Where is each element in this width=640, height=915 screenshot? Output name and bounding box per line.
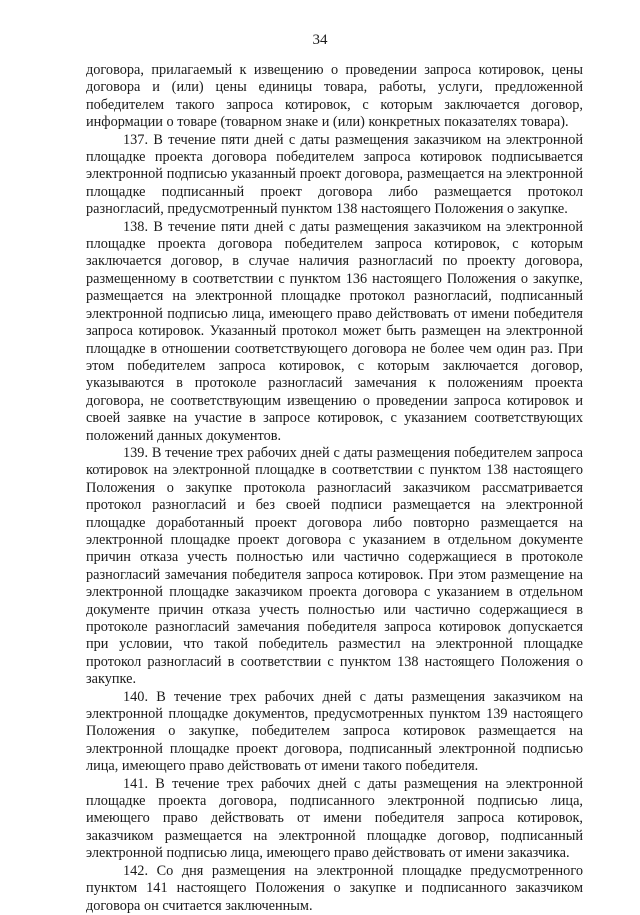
paragraph-137: 137. В течение пяти дней с даты размещения заказчиком на электронной площадке проекта договора победителем запроса котировок подписывается электронной подписью указанный проект договора, размещается на электронной площадке подписанный проект договора либо размещается протокол разногласий, предусмотренный пунктом 138 настоящего Положения о закупке. (86, 131, 583, 218)
page-number: 34 (312, 32, 328, 48)
paragraph-140: 140. В течение трех рабочих дней с даты размещения заказчиком на электронной площадке документов, предусмотренных пунктом 139 настоящего Положения о закупке, победителем запроса котировок размещается на электронной площадке проект договора, подписанный электронной подписью лица, имеющего право действовать от имени такого победителя. (86, 688, 583, 775)
document-body (86, 62, 583, 915)
paragraph-141: 141. В течение трех рабочих дней с даты размещения на электронной площадке проекта договора, подписанного электронной подписью лица, имеющего право действовать от имени победителя запроса котировок, заказчиком размещается на электронной площадке договор, подписанный электронной подписью лица, имеющего право действовать от имени заказчика. (86, 775, 583, 862)
paragraph-continuation: договора, прилагаемый к извещению о проведении запроса котировок, цены договора и (или) цены единицы товара, работы, услуги, предложенной победителем такого запроса котировок, с которым заключается договор, информации о товаре (товарном знаке и (или) конкретных показателях товара). (86, 62, 583, 131)
paragraph-138: 138. В течение пяти дней с даты размещения заказчиком на электронной площадке проекта договора победителем запроса котировок, с которым заключается договор, в случае наличия разногласий по проекту договора, размещенному в соответствии с пунктом 136 настоящего Положения о закупке, размещается на электронной площадке протокол разногласий, подписанный электронной подписью лица, имеющего право действовать от имени победителя запроса котировок. Указанный протокол может быть размещен на электронной площадке в отношении соответствующего договора не более чем один раз. При этом победителем запроса котировок, с которым заключается договор, указываются в протоколе разногласий замечания к положениям проекта договора, не соответствующим извещению о проведении запроса котировок и своей заявке на участие в запросе котировок, с указанием соответствующих положений данных документов. (86, 218, 583, 444)
paragraph-139: 139. В течение трех рабочих дней с даты размещения победителем запроса котировок на электронной площадке в соответствии с пунктом 138 настоящего Положения о закупке протокола разногласий заказчиком рассматривается протокол разногласий и без своей подписи размещается на электронной площадке доработанный проект договора либо повторно размещается на электронной площадке проект договора с указанием в отдельном документе причин отказа учесть полностью или частично содержащиеся в протоколе разногласий замечания победителя запроса котировок. При этом размещение на электронной площадке заказчиком проекта договора с указанием в отдельном документе причин отказа учесть полностью или частично содержащиеся в протоколе разногласий замечания победителя запроса котировок допускается при условии, что такой победитель разместил на электронной площадке протокол разногласий в соответствии с пунктом 138 настоящего Положения о закупке. (86, 444, 583, 688)
paragraph-142: 142. Со дня размещения на электронной площадке предусмотренного пунктом 141 настоящего Положения о закупке и подписанного заказчиком договора он считается заключенным. (86, 862, 583, 914)
